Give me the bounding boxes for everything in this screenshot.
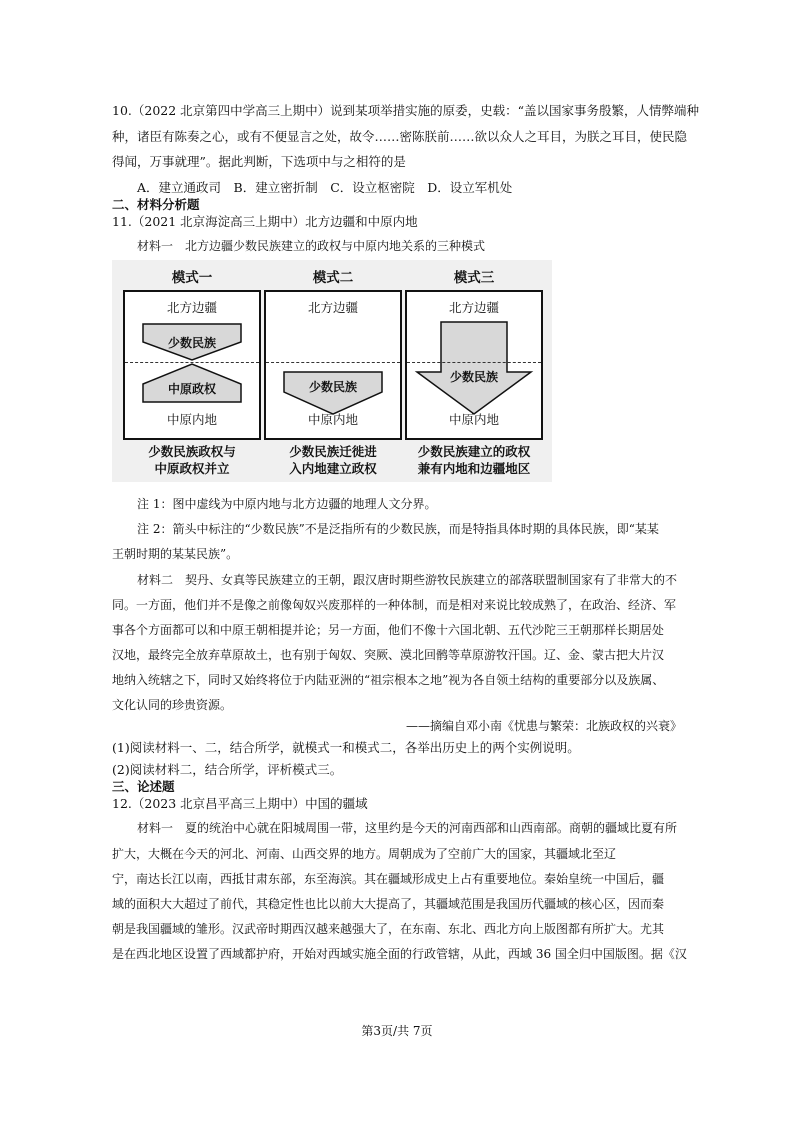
note-2-line-1: 注 2：箭头中标注的“少数民族”不是泛指所有的少数民族，而是特指具体时期的具体民族，即“某某 <box>137 522 659 536</box>
mode-1-caption-line-2: 中原政权并立 <box>154 461 230 476</box>
mode-1-south-label: 中原内地 <box>166 412 217 427</box>
q12-material-1-line-4: 域的面积大大超过了前代，其稳定性也比以前大大提高了，其疆域范围是我国历代疆域的核心区，因而秦 <box>112 897 665 911</box>
mode-2-south-label: 中原内地 <box>307 412 358 427</box>
mode-2-divider <box>266 362 400 363</box>
mode-2-caption-line-2: 入内地建立政权 <box>289 461 377 476</box>
mode-3-caption-line-2: 兼有内地和边疆地区 <box>417 461 531 476</box>
mode-1-minority-label: 少数民族 <box>167 336 216 350</box>
q12-material-1-line-6: 是在西北地区设置了西域都护府，开始对西域实施全面的行政管辖，从此，西域 36 国全归中国版图。据《汉 <box>112 947 687 961</box>
q12-material-1-line-5: 朝是我国疆域的雏形。汉武帝时期西汉越来越强大了，在东南、东北、西北方向上版图都有所扩大。尤其 <box>112 922 665 936</box>
q12-material-1-line-3: 宁，南达长江以南，西抵甘肃东部，东至海滨。其在疆域形成史上占有重要地位。秦始皇统一中国后，疆 <box>112 872 665 886</box>
q12-title: 12.（2023 北京昌平高三上期中）中国的疆域 <box>112 796 368 811</box>
q10-options: A．建立通政司 B．建立密折制 C．设立枢密院 D．设立军机处 <box>137 180 513 195</box>
mode-2-north-label: 北方边疆 <box>307 300 358 315</box>
mode-1-title: 模式一 <box>171 270 213 286</box>
mode-1-caption-line-1: 少数民族政权与 <box>148 444 236 459</box>
mode-2-caption <box>263 443 403 477</box>
section-heading-3: 三、论述题 <box>112 779 175 794</box>
q10-line-2: 种，诸臣有陈奏之心，或有不便显言之处，故令……密陈朕前……欲以众人之耳目，为朕之耳目，使民隐 <box>112 129 688 144</box>
mode-3-minority-label: 少数民族 <box>449 370 498 384</box>
mode-3-box <box>405 290 543 440</box>
mode-1-central-label: 中原政权 <box>167 382 216 396</box>
material-2-line-5: 地纳入统辖之下，同时又始终将位于内陆亚洲的“祖宗根本之地”视为各自领土结构的重要部分以及族属、 <box>112 673 665 687</box>
mode-1-box <box>123 290 261 440</box>
q12-material-1-line-2: 扩大，大概在今天的河北、河南、山西交界的地方。周朝成为了空前广大的国家，其疆域北至辽 <box>112 847 617 861</box>
q11-subquestion-1: (1)阅读材料一、二，结合所学，就模式一和模式二，各举出历史上的两个实例说明。 <box>112 740 580 755</box>
mode-diagram <box>112 260 552 482</box>
mode-3-caption <box>404 443 544 477</box>
mode-3-north-label: 北方边疆 <box>448 300 499 315</box>
material-1-title: 材料一 北方边疆少数民族建立的政权与中原内地关系的三种模式 <box>137 239 486 253</box>
q12-material-1-line-1: 材料一 夏的统治中心就在阳城周围一带，这里约是今天的河南西部和山西南部。商朝的疆域比夏有所 <box>137 821 678 835</box>
mode-3-south-label: 中原内地 <box>448 412 499 427</box>
q11-subquestion-2: (2)阅读材料二，结合所学，评析模式三。 <box>112 762 343 777</box>
mode-3-divider <box>407 362 541 363</box>
mode-1-divider <box>125 362 259 363</box>
section-heading-2: 二、材料分析题 <box>112 197 200 212</box>
material-2-source: ——摘编自邓小南《忧患与繁荣：北族政权的兴衰》 <box>405 719 682 733</box>
q11-title: 11.（2021 北京海淀高三上期中）北方边疆和中原内地 <box>112 214 418 229</box>
q10-line-3: 得闻，万事就理”。据此判断，下选项中与之相符的是 <box>112 154 406 169</box>
note-2-line-2: 王朝时期的某某民族”。 <box>112 547 239 561</box>
material-2-line-2: 同。一方面，他们并不是像之前像匈奴兴废那样的一种体制，而是相对来说比较成熟了，在政治、经济、军 <box>112 598 677 612</box>
mode-1-caption <box>122 443 262 477</box>
material-2-line-6: 文化认同的珍贵资源。 <box>112 698 233 712</box>
material-2-line-3: 事各个方面都可以和中原王朝相提并论；另一方面，他们不像十六国北朝、五代沙陀三王朝那样长期居处 <box>112 623 665 637</box>
material-2-line-4: 汉地，最终完全放弃草原故土，也有别于匈奴、突厥、漠北回鹘等草原游牧汗国。辽、金、蒙古把大片汉 <box>112 648 665 662</box>
mode-2-box <box>264 290 402 440</box>
mode-2-caption-line-1: 少数民族迁徙进 <box>289 444 377 459</box>
mode-3-title: 模式三 <box>453 270 495 286</box>
q10-line-1: 10.（2022 北京第四中学高三上期中）说到某项举措实施的原委，史载：“盖以国家事务殷繁，人情弊端种 <box>112 103 700 118</box>
material-2-line-1: 材料二 契丹、女真等民族建立的王朝，跟汉唐时期些游牧民族建立的部落联盟制国家有了非常大的不 <box>137 573 678 587</box>
mode-2-title: 模式二 <box>312 270 354 286</box>
note-1: 注 1：图中虚线为中原内地与北方边疆的地理人文分界。 <box>137 497 437 511</box>
mode-2-minority-label: 少数民族 <box>308 380 357 394</box>
page-footer: 第3页/共 7页 <box>361 1024 433 1038</box>
mode-1-north-label: 北方边疆 <box>166 300 217 315</box>
mode-3-caption-line-1: 少数民族建立的政权 <box>417 444 531 459</box>
